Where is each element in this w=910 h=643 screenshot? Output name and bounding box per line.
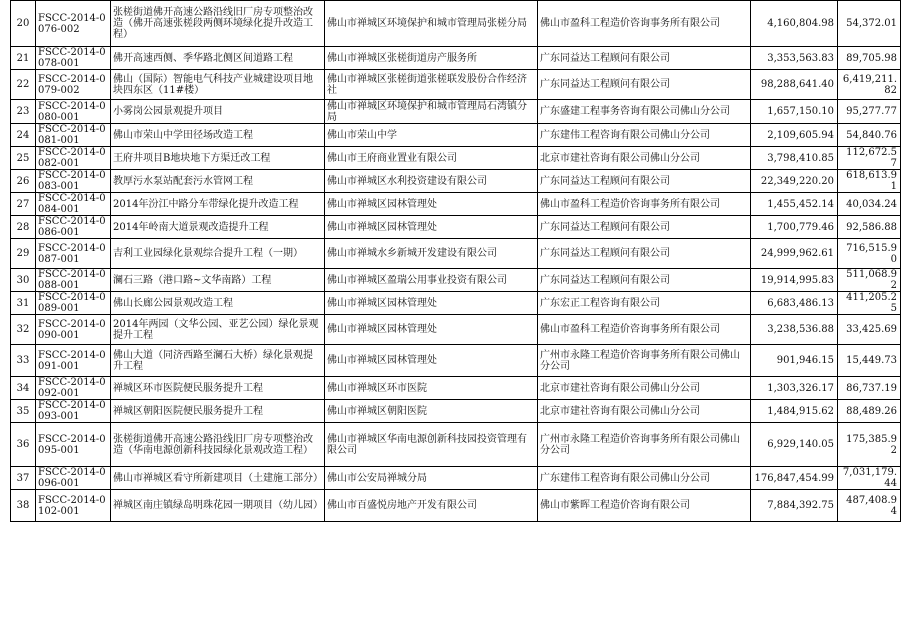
contract-amount: 176,847,454.99: [751, 467, 838, 490]
row-number: 28: [11, 216, 36, 239]
table-row: [11, 467, 901, 490]
consultant-company: 广东同益达工程顾问有限公司: [538, 170, 751, 193]
table-row: [11, 147, 901, 170]
row-number: 21: [11, 47, 36, 70]
consultant-company: 佛山市盈科工程造价咨询事务所有限公司: [538, 193, 751, 216]
project-code: FSCC-2014-0081-001: [36, 124, 111, 147]
project-name: 2014年岭南大道景观改造提升工程: [111, 216, 325, 239]
row-number: 31: [11, 292, 36, 315]
service-fee: 487,408.94: [838, 490, 901, 522]
consultant-company: 广东盛建工程事务咨询有限公司佛山分公司: [538, 100, 751, 124]
contract-amount: 1,455,452.14: [751, 193, 838, 216]
project-name: 禅城区环市医院便民服务提升工程: [111, 377, 325, 400]
row-number: 27: [11, 193, 36, 216]
contract-amount: 98,288,641.40: [751, 70, 838, 100]
owner-unit: 佛山市禅城区盈瑞公用事业投资有限公司: [325, 269, 538, 292]
owner-unit: 佛山市禅城水乡新城开发建设有限公司: [325, 239, 538, 269]
owner-unit: 佛山市荣山中学: [325, 124, 538, 147]
consultant-company: 广东建伟工程咨询有限公司佛山分公司: [538, 467, 751, 490]
consultant-company: 佛山市紫晖工程造价咨询有限公司: [538, 490, 751, 522]
table-row: [11, 1, 901, 47]
project-name: 佛开高速西侧、季华路北侧区间道路工程: [111, 47, 325, 70]
service-fee: 95,277.77: [838, 100, 901, 124]
owner-unit: 佛山市禅城区园林管理处: [325, 345, 538, 377]
table-body: [11, 1, 901, 522]
owner-unit: 佛山市禅城区环市医院: [325, 377, 538, 400]
project-code: FSCC-2014-0078-001: [36, 47, 111, 70]
contract-amount: 4,160,804.98: [751, 1, 838, 47]
owner-unit: 佛山市禅城区园林管理处: [325, 315, 538, 345]
contract-amount: 24,999,962.61: [751, 239, 838, 269]
row-number: 33: [11, 345, 36, 377]
project-table: [10, 0, 901, 522]
project-name: 禅城区南庄镇绿岛明珠花园一期项目（幼儿园）: [111, 490, 325, 522]
project-name: 佛山长廊公园景观改造工程: [111, 292, 325, 315]
owner-unit: 佛山市禅城区水利投资建设有限公司: [325, 170, 538, 193]
project-name: 2014年两园（文华公园、亚艺公园）绿化景观提升工程: [111, 315, 325, 345]
service-fee: 175,385.92: [838, 423, 901, 467]
owner-unit: 佛山市禅城区园林管理处: [325, 292, 538, 315]
project-name: 佛山（国际）智能电气科技产业城建设项目地块四东区（11#楼）: [111, 70, 325, 100]
table-row: [11, 124, 901, 147]
service-fee: 6,419,211.82: [838, 70, 901, 100]
table-row: [11, 70, 901, 100]
service-fee: 92,586.88: [838, 216, 901, 239]
project-name: 澜石三路（港口路~文华南路）工程: [111, 269, 325, 292]
table-row: [11, 292, 901, 315]
table-row: [11, 100, 901, 124]
contract-amount: 19,914,995.83: [751, 269, 838, 292]
project-name: 禅城区朝阳医院便民服务提升工程: [111, 400, 325, 423]
row-number: 38: [11, 490, 36, 522]
row-number: 35: [11, 400, 36, 423]
row-number: 30: [11, 269, 36, 292]
service-fee: 88,489.26: [838, 400, 901, 423]
contract-amount: 2,109,605.94: [751, 124, 838, 147]
table-row: [11, 269, 901, 292]
contract-amount: 6,929,140.05: [751, 423, 838, 467]
service-fee: 86,737.19: [838, 377, 901, 400]
service-fee: 7,031,179.44: [838, 467, 901, 490]
project-code: FSCC-2014-0089-001: [36, 292, 111, 315]
project-code: FSCC-2014-0082-001: [36, 147, 111, 170]
contract-amount: 3,798,410.85: [751, 147, 838, 170]
row-number: 22: [11, 70, 36, 100]
table-row: [11, 377, 901, 400]
project-code: FSCC-2014-0087-001: [36, 239, 111, 269]
owner-unit: 佛山市王府商业置业有限公司: [325, 147, 538, 170]
row-number: 32: [11, 315, 36, 345]
project-code: FSCC-2014-0093-001: [36, 400, 111, 423]
contract-amount: 1,303,326.17: [751, 377, 838, 400]
consultant-company: 广东建伟工程咨询有限公司佛山分公司: [538, 124, 751, 147]
contract-amount: 1,700,779.46: [751, 216, 838, 239]
service-fee: 15,449.73: [838, 345, 901, 377]
row-number: 29: [11, 239, 36, 269]
service-fee: 40,034.24: [838, 193, 901, 216]
service-fee: 618,613.91: [838, 170, 901, 193]
project-name: 教厚污水泵站配套污水管网工程: [111, 170, 325, 193]
project-name: 2014年汾江中路分车带绿化提升改造工程: [111, 193, 325, 216]
consultant-company: 北京市建社咨询有限公司佛山分公司: [538, 147, 751, 170]
owner-unit: 佛山市禅城区朝阳医院: [325, 400, 538, 423]
owner-unit: 佛山市公安局禅城分局: [325, 467, 538, 490]
row-number: 37: [11, 467, 36, 490]
owner-unit: 佛山市禅城区华南电源创新科技园投资管理有限公司: [325, 423, 538, 467]
row-number: 26: [11, 170, 36, 193]
project-name: 小雾岗公园景观提升项目: [111, 100, 325, 124]
project-code: FSCC-2014-0079-002: [36, 70, 111, 100]
project-name: 王府井项目B地块地下方渠迁改工程: [111, 147, 325, 170]
consultant-company: 广东同益达工程顾问有限公司: [538, 239, 751, 269]
service-fee: 54,840.76: [838, 124, 901, 147]
table-row: [11, 170, 901, 193]
row-number: 23: [11, 100, 36, 124]
project-name: 吉利工业园绿化景观综合提升工程（一期）: [111, 239, 325, 269]
service-fee: 411,205.25: [838, 292, 901, 315]
contract-amount: 3,353,563.83: [751, 47, 838, 70]
owner-unit: 佛山市禅城区园林管理处: [325, 216, 538, 239]
project-name: 佛山市荣山中学田径场改造工程: [111, 124, 325, 147]
project-name: 佛山大道（同济西路至澜石大桥）绿化景观提升工程: [111, 345, 325, 377]
row-number: 24: [11, 124, 36, 147]
row-number: 36: [11, 423, 36, 467]
project-code: FSCC-2014-0090-001: [36, 315, 111, 345]
table-row: [11, 400, 901, 423]
owner-unit: 佛山市禅城区张槎街道张槎联发股份合作经济社: [325, 70, 538, 100]
consultant-company: 广州市永隆工程造价咨询事务所有限公司佛山分公司: [538, 423, 751, 467]
data-sheet: [10, 0, 901, 522]
project-name: 佛山市禅城区看守所新建项目（土建施工部分）: [111, 467, 325, 490]
consultant-company: 广州市永隆工程造价咨询事务所有限公司佛山分公司: [538, 345, 751, 377]
row-number: 25: [11, 147, 36, 170]
owner-unit: 佛山市禅城区环境保护和城市管理局石湾镇分局: [325, 100, 538, 124]
contract-amount: 6,683,486.13: [751, 292, 838, 315]
consultant-company: 广东宏正工程咨询有限公司: [538, 292, 751, 315]
project-name: 张槎街道佛开高速公路沿线旧厂房专项整治改造（华南电源创新科技园绿化景观改造工程）: [111, 423, 325, 467]
service-fee: 89,705.98: [838, 47, 901, 70]
project-name: 张槎街道佛开高速公路沿线旧厂房专项整治改造（佛开高速张槎段两侧环境绿化提升改造工程）: [111, 1, 325, 47]
row-number: 20: [11, 1, 36, 47]
owner-unit: 佛山市百盛悦房地产开发有限公司: [325, 490, 538, 522]
consultant-company: 北京市建社咨询有限公司佛山分公司: [538, 400, 751, 423]
owner-unit: 佛山市禅城区张槎街道房产服务所: [325, 47, 538, 70]
consultant-company: 广东同益达工程顾问有限公司: [538, 47, 751, 70]
service-fee: 716,515.90: [838, 239, 901, 269]
consultant-company: 广东同益达工程顾问有限公司: [538, 216, 751, 239]
table-row: [11, 315, 901, 345]
table-row: [11, 239, 901, 269]
table-row: [11, 47, 901, 70]
project-code: FSCC-2014-0083-001: [36, 170, 111, 193]
table-row: [11, 345, 901, 377]
project-code: FSCC-2014-0084-001: [36, 193, 111, 216]
table-row: [11, 216, 901, 239]
row-number: 34: [11, 377, 36, 400]
service-fee: 33,425.69: [838, 315, 901, 345]
contract-amount: 1,657,150.10: [751, 100, 838, 124]
project-code: FSCC-2014-0076-002: [36, 1, 111, 47]
project-code: FSCC-2014-0092-001: [36, 377, 111, 400]
contract-amount: 1,484,915.62: [751, 400, 838, 423]
project-code: FSCC-2014-0102-001: [36, 490, 111, 522]
table-row: [11, 490, 901, 522]
table-row: [11, 423, 901, 467]
consultant-company: 佛山市盈科工程造价咨询事务所有限公司: [538, 315, 751, 345]
consultant-company: 广东同益达工程顾问有限公司: [538, 269, 751, 292]
consultant-company: 佛山市盈科工程造价咨询事务所有限公司: [538, 1, 751, 47]
contract-amount: 7,884,392.75: [751, 490, 838, 522]
service-fee: 511,068.92: [838, 269, 901, 292]
project-code: FSCC-2014-0080-001: [36, 100, 111, 124]
contract-amount: 22,349,220.20: [751, 170, 838, 193]
service-fee: 112,672.57: [838, 147, 901, 170]
owner-unit: 佛山市禅城区园林管理处: [325, 193, 538, 216]
contract-amount: 901,946.15: [751, 345, 838, 377]
project-code: FSCC-2014-0088-001: [36, 269, 111, 292]
contract-amount: 3,238,536.88: [751, 315, 838, 345]
owner-unit: 佛山市禅城区环境保护和城市管理局张槎分局: [325, 1, 538, 47]
table-row: [11, 193, 901, 216]
project-code: FSCC-2014-0095-001: [36, 423, 111, 467]
project-code: FSCC-2014-0086-001: [36, 216, 111, 239]
project-code: FSCC-2014-0096-001: [36, 467, 111, 490]
service-fee: 54,372.01: [838, 1, 901, 47]
consultant-company: 广东同益达工程顾问有限公司: [538, 70, 751, 100]
project-code: FSCC-2014-0091-001: [36, 345, 111, 377]
consultant-company: 北京市建社咨询有限公司佛山分公司: [538, 377, 751, 400]
